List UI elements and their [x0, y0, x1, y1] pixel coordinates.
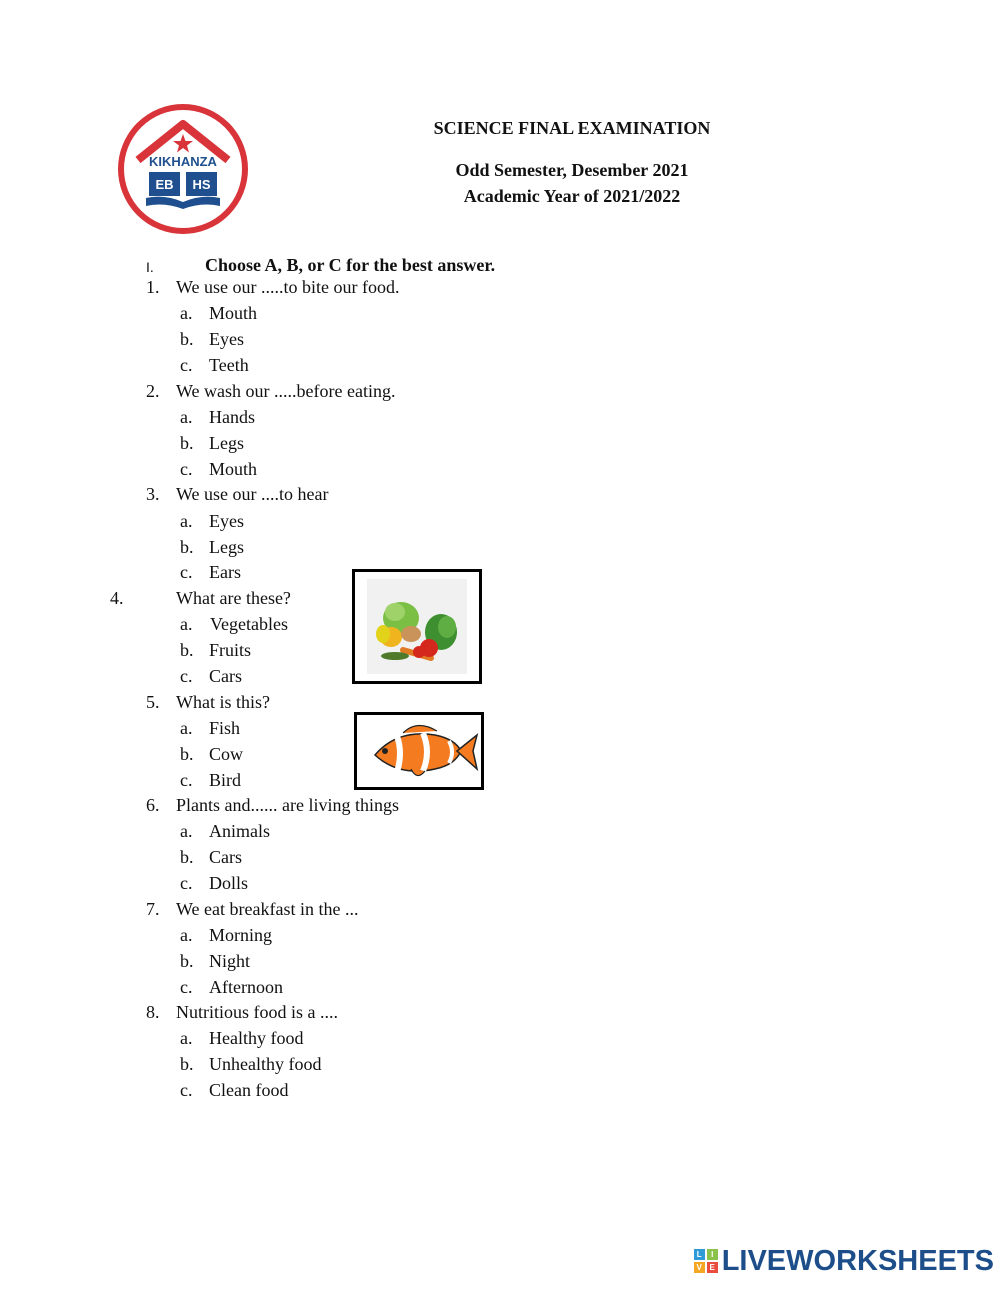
option-letter: a.	[180, 614, 193, 634]
option-letter: a.	[180, 303, 193, 323]
option-text[interactable]: Ears	[209, 562, 241, 582]
question-number: 3.	[146, 484, 160, 504]
option-text[interactable]: Legs	[209, 537, 244, 557]
option-letter: c.	[180, 770, 193, 790]
option-text[interactable]: Unhealthy food	[209, 1054, 322, 1074]
question-text: Nutritious food is a ....	[176, 1002, 338, 1022]
academic-year-text: Academic Year of 2021/2022	[463, 186, 681, 206]
option-letter: a.	[180, 511, 193, 531]
semester-text: Odd Semester, Desember 2021	[455, 160, 689, 180]
option-letter: c.	[180, 355, 193, 375]
section-instruction: Choose A, B, or C for the best answer.	[205, 255, 496, 275]
option-letter: b.	[180, 847, 194, 867]
question-number: 7.	[146, 899, 160, 919]
clownfish-picture	[354, 712, 484, 790]
option-letter: b.	[180, 433, 194, 453]
liveworksheets-logo	[694, 1245, 994, 1277]
option-text[interactable]: Bird	[209, 770, 242, 790]
option-text[interactable]: Night	[209, 951, 251, 971]
question-text: We use our .....to bite our food.	[176, 277, 400, 297]
option-letter: a.	[180, 1028, 193, 1048]
brand-text: LIVEWORKSHEETS	[721, 1244, 994, 1277]
option-letter: c.	[180, 459, 193, 479]
option-letter: a.	[180, 821, 193, 841]
school-logo	[116, 102, 250, 236]
option-letter: a.	[180, 925, 193, 945]
option-text[interactable]: Animals	[209, 821, 270, 841]
option-letter: c.	[180, 977, 193, 997]
option-letter: a.	[180, 407, 193, 427]
option-text[interactable]: Mouth	[209, 459, 258, 479]
vegetables-picture	[352, 569, 482, 684]
option-text[interactable]: Fruits	[209, 640, 252, 660]
option-text[interactable]: Hands	[209, 407, 255, 427]
option-text[interactable]: Vegetables	[210, 614, 288, 634]
question-number: 2.	[146, 381, 160, 401]
option-letter: b.	[180, 329, 194, 349]
question-text: What is this?	[176, 692, 270, 712]
question-text: We eat breakfast in the ...	[176, 899, 359, 919]
option-letter: b.	[180, 744, 194, 764]
question-number: 1.	[146, 277, 160, 297]
option-text[interactable]: Dolls	[209, 873, 249, 893]
question-number: 6.	[146, 795, 160, 815]
option-letter: c.	[180, 666, 193, 686]
question-text: What are these?	[176, 588, 291, 608]
option-text[interactable]: Afternoon	[209, 977, 283, 997]
option-letter: b.	[180, 1054, 194, 1074]
option-letter: c.	[180, 562, 193, 582]
option-text[interactable]: Morning	[209, 925, 272, 945]
option-text[interactable]: Clean food	[209, 1080, 289, 1100]
question-text: Plants and...... are living things	[176, 795, 399, 815]
option-text[interactable]: Teeth	[209, 355, 249, 375]
section-number: I.	[146, 259, 154, 275]
option-text[interactable]: Legs	[209, 433, 244, 453]
question-text: We wash our .....before eating.	[176, 381, 396, 401]
question-number: 8.	[146, 1002, 160, 1022]
option-text[interactable]: Cars	[209, 847, 242, 867]
option-letter: b.	[180, 537, 194, 557]
option-text[interactable]: Eyes	[209, 511, 244, 531]
option-letter: b.	[180, 951, 194, 971]
brand-cubes-icon: L I V E	[694, 1249, 718, 1273]
logo-text: KIKHANZA	[149, 154, 217, 169]
svg-text:EB: EB	[155, 177, 174, 192]
option-text[interactable]: Fish	[209, 718, 241, 738]
option-text[interactable]: Healthy food	[209, 1028, 304, 1048]
option-letter: c.	[180, 1080, 193, 1100]
svg-text:HS: HS	[192, 177, 211, 192]
option-letter: a.	[180, 718, 193, 738]
question-text: We use our ....to hear	[176, 484, 329, 504]
exam-title: SCIENCE FINAL EXAMINATION	[433, 118, 711, 138]
option-text[interactable]: Eyes	[209, 329, 244, 349]
option-text[interactable]: Mouth	[209, 303, 258, 323]
option-letter: c.	[180, 873, 193, 893]
question-number: 4.	[110, 588, 124, 608]
option-text[interactable]: Cow	[209, 744, 244, 764]
question-number: 5.	[146, 692, 160, 712]
option-letter: b.	[180, 640, 194, 660]
option-text[interactable]: Cars	[209, 666, 242, 686]
